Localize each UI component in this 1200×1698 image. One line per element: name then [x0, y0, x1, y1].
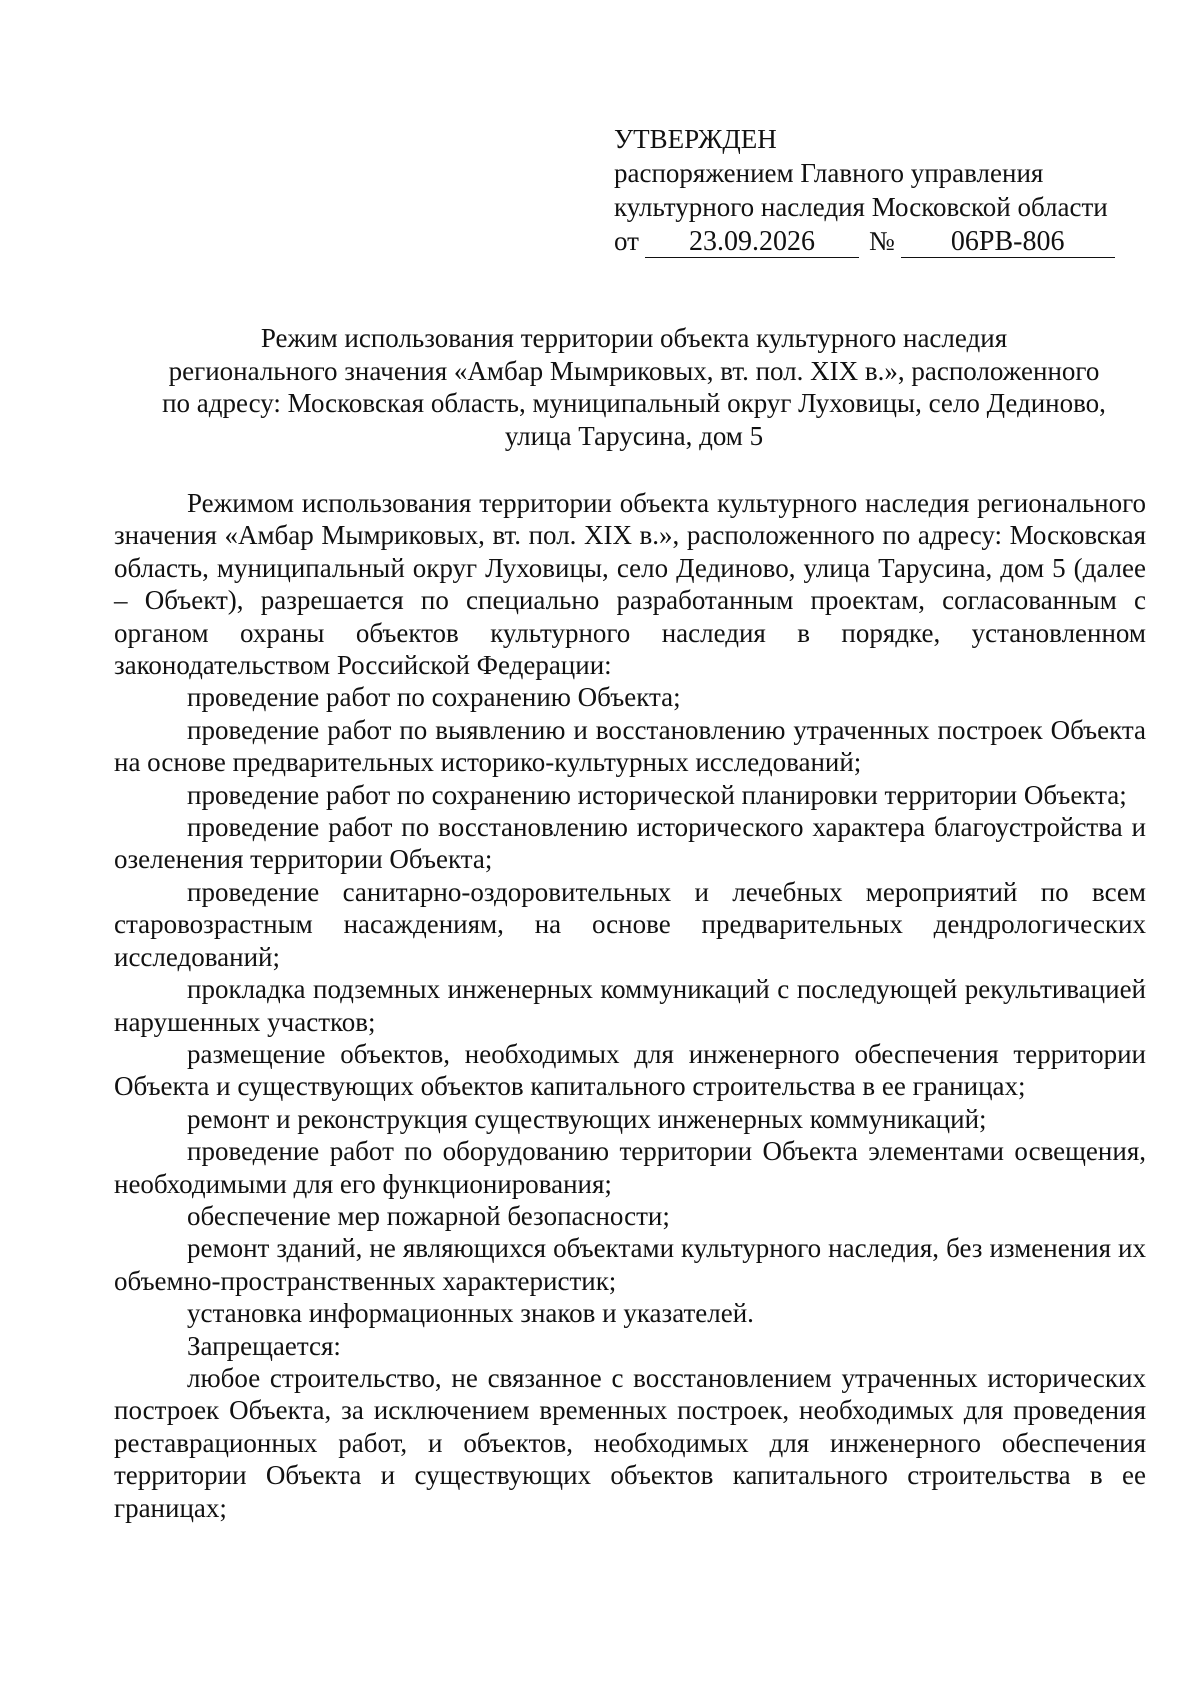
title-line-4: улица Тарусина, дом 5 — [504, 420, 764, 451]
allowed-item: проведение работ по сохранению Объекта; — [187, 682, 681, 713]
document-title — [114, 322, 1154, 452]
allowed-item: проведение санитарно-оздоровительных и лечебных мероприятий по всем старовозрастным насаждениям, на основе предварительных дендрологических исследований; — [114, 876, 1146, 972]
allowed-item: проведение работ по восстановлению исторического характера благоустройства и озеленения территории Объекта; — [114, 812, 1146, 875]
intro-paragraph: Режимом использования территории объекта культурного наследия регионального значения «Амбар Мымриковых, вт. пол. XIX в.», расположенного по адресу: Московская область, муниципальный округ Луховицы, село Дединово, улица Тарусина, дом 5 (далее – Объект), разрешается по специально разработанным проектам, согласованным с органом охраны объектов культурного наследия в порядке, установленном законодательством Российской Федерации: — [114, 488, 1146, 681]
approval-number: 06РВ-806 — [901, 227, 1115, 258]
title-line-1: Режим использования территории объекта культурного наследия — [260, 323, 1008, 353]
allowed-item: ремонт зданий, не являющихся объектами культурного наследия, без изменения их объемно-пространственных характеристик; — [114, 1233, 1146, 1296]
allowed-item: проведение работ по сохранению исторической планировки территории Объекта; — [187, 779, 1127, 810]
approval-line-1: распоряжением Главного управления — [614, 158, 1044, 188]
prohibited-item: любое строительство, не связанное с восстановлением утраченных исторических построек Объекта, за исключением временных построек, необходимых для проведения реставрационных работ, и объектов, необходимых для инженерного обеспечения территории Объекта и существующих объектов капитального строительства в ее границах; — [114, 1362, 1146, 1523]
allowed-item: ремонт и реконструкция существующих инженерных коммуникаций; — [187, 1103, 987, 1134]
allowed-item: проведение работ по оборудованию территории Объекта элементами освещения, необходимыми для его функционирования; — [114, 1136, 1146, 1199]
document-body — [114, 487, 1146, 1524]
allowed-item: установка информационных знаков и указателей. — [187, 1298, 754, 1329]
approval-stamp — [614, 122, 1154, 258]
allowed-item: прокладка подземных инженерных коммуникаций с последующей рекультивацией нарушенных участков; — [114, 974, 1146, 1037]
approval-date-row — [614, 224, 1154, 258]
allowed-item: размещение объектов, необходимых для инженерного обеспечения территории Объекта и существующих объектов капитального строительства в ее границах; — [114, 1038, 1146, 1102]
approval-heading: УТВЕРЖДЕН — [614, 124, 777, 154]
allowed-item: проведение работ по выявлению и восстановлению утраченных построек Объекта на основе предварительных историко-культурных исследований; — [114, 714, 1146, 778]
approval-line-2: культурного наследия Московской области — [614, 192, 1108, 222]
from-label: от — [614, 226, 639, 256]
number-label: № — [868, 226, 895, 256]
title-line-2: регионального значения «Амбар Мымриковых, вт. пол. XIX в.», расположенного — [168, 355, 1100, 386]
prohibited-heading: Запрещается: — [187, 1330, 341, 1361]
approval-date: 23.09.2026 — [645, 227, 859, 258]
allowed-item: обеспечение мер пожарной безопасности; — [187, 1200, 670, 1231]
title-line-3: по адресу: Московская область, муниципальный округ Луховицы, село Дединово, — [162, 388, 1106, 418]
